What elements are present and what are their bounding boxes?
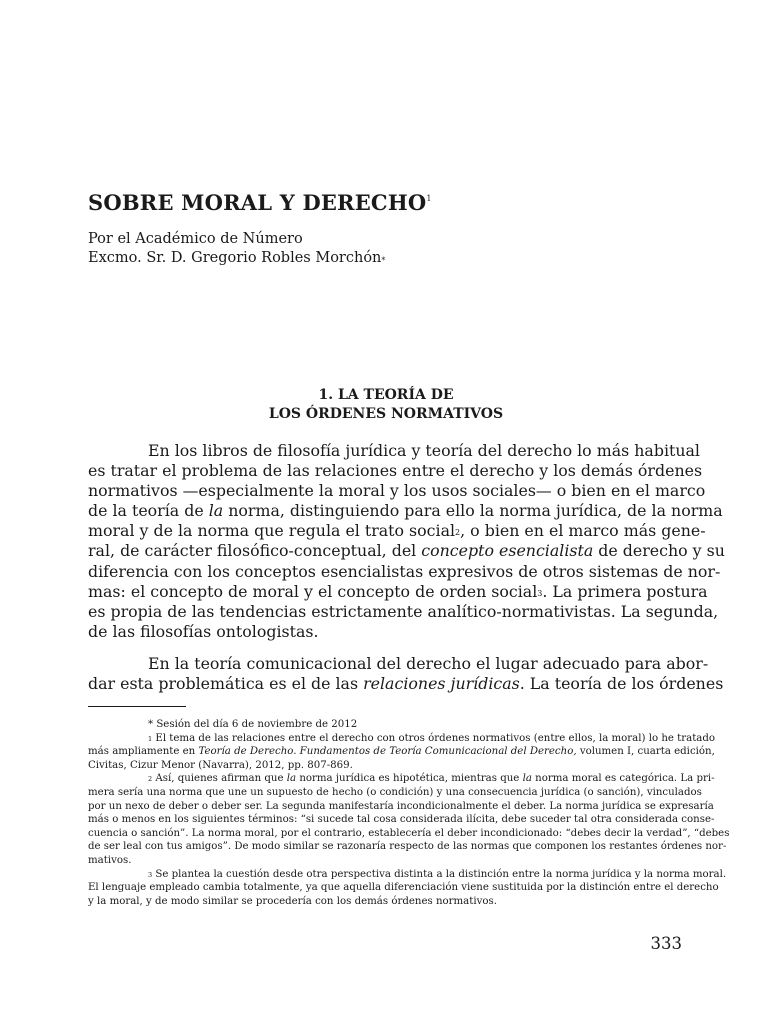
text-run: moral y de la norma que regula el trato social [88, 521, 456, 541]
text-run: , o bien en el marco más gene- [460, 521, 706, 541]
footnote-1-line [88, 745, 715, 759]
footnote-3-line: y la moral, y de modo similar se procedería con los demás órdenes normativos. [88, 895, 497, 907]
footnote-2-line: mera sería una norma que une un supuesto de hecho (o condición) y una consecuencia jurídica (o sanción), vinculados [88, 786, 702, 798]
footnote-1-line [88, 732, 716, 746]
paragraph-1 [88, 441, 725, 642]
text-line: es tratar el problema de las relaciones entre el derecho y los demás órdenes [88, 461, 703, 481]
text-line [88, 541, 725, 561]
text-line [88, 521, 706, 541]
footnotes [88, 718, 730, 908]
text-run: norma moral es categórica. La pri- [531, 773, 715, 785]
footnote-3-mark: 3 [148, 870, 153, 879]
footnote-2-line [88, 772, 715, 786]
body-text [88, 441, 725, 694]
title-footnote-ref[interactable]: 1 [426, 194, 432, 203]
author-footnote-ref[interactable]: * [381, 256, 386, 265]
author-role: Por el Académico de Número [88, 231, 303, 247]
footnote-2-line: por un nexo de deber o deber ser. La segunda manifestaría incondicionalmente el deber. La norma jurídica se expresaría [88, 800, 714, 812]
text-run: . La teoría de los órdenes [519, 674, 724, 694]
text-line: En los libros de filosofía jurídica y teoría del derecho lo más habitual [148, 441, 700, 460]
text-line [88, 501, 723, 521]
text-run: de la teoría de [88, 501, 209, 521]
section-heading [88, 386, 684, 424]
footnote-2-mark: 2 [148, 775, 153, 784]
text-line [88, 581, 708, 602]
text-run: ral, de carácter filosófico-conceptual, del [88, 541, 422, 561]
footnote-2-line: más o menos en los siguientes términos: “si sucede tal cosa considerada ilícita, debe suceder tal otra considerada conse- [88, 814, 715, 826]
italic-run: relaciones jurídicas [363, 674, 520, 694]
footnote-3-line: El lenguaje empleado cambia totalmente, ya que aquella diferenciación viene sustituida por la distinción entre el derecho [88, 882, 719, 894]
footnote-star: * Sesión del día 6 de noviembre de 2012 [148, 719, 358, 730]
italic-run: la [522, 773, 532, 785]
text-run: norma jurídica es hipotética, mientras que [296, 773, 523, 785]
text-run: más ampliamente en [88, 746, 199, 758]
text-run: norma, distinguiendo para ello la norma jurídica, de la norma [223, 501, 723, 521]
text-run: Se plantea la cuestión desde otra perspectiva distinta a la distinción entre la norma jurídica y la norma moral. [152, 868, 727, 880]
text-line: de las filosofías ontologistas. [88, 621, 319, 641]
italic-run: la [286, 773, 297, 785]
italic-run: la [208, 501, 224, 521]
text-run: Así, quienes afirman que [152, 773, 287, 785]
italic-run: Teoría de Derecho. Fundamentos de Teoría Comunicacional del Derecho, [198, 746, 577, 758]
text-run: El tema de las relaciones entre el derecho con otros órdenes normativos (entre ellos, la moral) lo he tratado [152, 732, 716, 744]
text-run: . La primera postura [542, 581, 708, 601]
page-number: 333 [650, 934, 682, 953]
article-title [88, 190, 432, 215]
text-run: dar esta problemática es el de las [88, 674, 364, 694]
text-run: volumen I, cuarta edición, [576, 746, 715, 758]
footnote-2-line: cuencia o sanción”. La norma moral, por el contrario, establecería el deber incondicionado: “debes decir la verdad”, “debes [88, 827, 730, 839]
section-heading-line-1: 1. LA TEORÍA DE [318, 387, 454, 403]
footnote-2-line: de ser leal con tus amigos”. De modo similar se razonaría respecto de las normas que componen los restantes órdenes nor- [88, 841, 727, 853]
text-line: diferencia con los conceptos esencialistas expresivos de otros sistemas de nor- [88, 561, 721, 581]
italic-run: concepto esencialista [421, 541, 594, 561]
footnote-1-mark: 1 [148, 734, 153, 743]
text-run: mas: el concepto de moral y el concepto de orden social [88, 581, 538, 601]
text-run: de derecho y su [593, 541, 725, 561]
author-name-line [88, 249, 688, 268]
footnote-divider [88, 706, 186, 707]
footnote-2-line: mativos. [88, 854, 132, 866]
article-title-text: SOBRE MORAL Y DERECHO [88, 190, 427, 215]
author-name: Excmo. Sr. D. Gregorio Robles Morchón [88, 250, 382, 266]
footnote-3-line [88, 868, 727, 882]
text-line: normativos —especialmente la moral y los usos sociales— o bien en el marco [88, 481, 706, 501]
paragraph-gap [88, 642, 684, 654]
paragraph-2 [88, 653, 724, 694]
text-line [88, 674, 724, 694]
footnote-ref-3[interactable]: 3 [537, 588, 543, 598]
text-line: En la teoría comunicacional del derecho el lugar adecuado para abor- [148, 653, 709, 673]
footnote-1-line: Civitas, Cizur Menor (Navarra), 2012, pp. 807-869. [88, 759, 353, 771]
footnote-ref-2[interactable]: 2 [455, 528, 461, 538]
author-block [88, 230, 688, 268]
section-heading-line-2: LOS ÓRDENES NORMATIVOS [268, 406, 504, 422]
text-line: es propia de las tendencias estrictamente analítico-normativistas. La segunda, [88, 601, 719, 621]
